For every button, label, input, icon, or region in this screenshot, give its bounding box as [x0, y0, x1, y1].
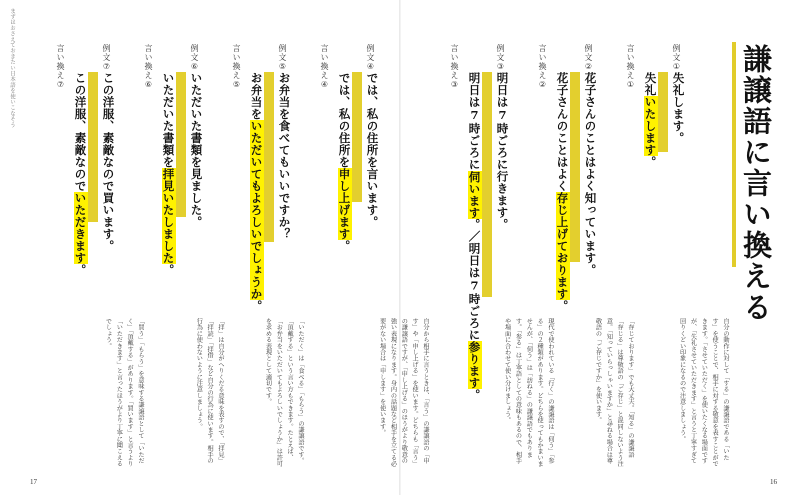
answer-text: お弁当を [249, 72, 264, 120]
highlighted-keigo: 申し上げます [337, 168, 352, 240]
example-sentence: 明日は7時ごろに行きます。 [495, 72, 510, 231]
example-sentence: いただいた書類を見ました。 [189, 72, 204, 228]
example-label: 例文⑤ [278, 44, 287, 72]
yellow-strip [570, 72, 580, 262]
example-sentence: この洋服、素敵なので買います。 [101, 72, 116, 252]
answer-label: 言い換え⑤ [232, 44, 241, 90]
answer-text: 。 [555, 300, 570, 312]
yellow-strip [352, 72, 362, 202]
example-label: 例文④ [366, 44, 375, 72]
page-title: 謙譲語に言い換える [739, 44, 773, 323]
highlighted-keigo: いたします [643, 96, 658, 156]
page-number-right: 16 [770, 478, 777, 486]
explanation-text: 「いただく」は「食べる」「もらう」の謙譲語です。「頂戴する」という言い方もできます。たとえば、「お弁当をいただいてもよろしいでしょうか」は許可を求める表現として適切です。 [264, 318, 304, 467]
explanation-text: 「買う」「もらう」を意味する謙譲語として「いただく」「頂戴する」があります。「買います」と言うより「いただきます」と言ったほうがより丁寧に聞こえるでしょう。 [104, 318, 144, 467]
answer-sentence [556, 72, 568, 312]
example-sentence: 花子さんのことはよく知っています。 [583, 72, 598, 276]
answer-text: 花子さんのことはよく [555, 72, 570, 192]
explanation-text: 「存じております」でも大丈夫。「知る」の謙譲語「存じる」は尊敬語の「ご存じ」と混同しないよう注意。「知っていらっしゃいますか」と尋ねる場合は尊敬語の「ご存じですか」を使います。 [594, 318, 634, 467]
answer-text: 。／明日は7時ごろに [467, 218, 482, 341]
answer-label: 言い換え④ [320, 44, 329, 90]
highlighted-keigo: いただいてもよろしいでしょうか [249, 120, 264, 300]
answer-text: 明日は7時ごろに [467, 72, 482, 171]
highlighted-keigo: 存じ上げております [555, 192, 570, 300]
example-sentence: 失礼します。 [671, 72, 686, 144]
example-sentence: では、私の住所を言います。 [365, 72, 380, 228]
highlighted-keigo: 拝見いたしました [161, 168, 176, 264]
explanation-text: 「拝」は自分がへりくだる意味を表すので、「拝見」「拝読」「拝借」など自分の行為に使います。相手の行為に使わないように注意しましょう。 [195, 318, 224, 464]
yellow-strip [176, 72, 186, 217]
answer-label: 言い換え② [538, 44, 547, 90]
example-sentence: お弁当を食べてもいいですか？ [277, 72, 292, 240]
example-label: 例文① [672, 44, 681, 72]
answer-text: 。 [73, 264, 88, 276]
page-number-left: 17 [30, 478, 37, 486]
answer-text: 。 [337, 240, 352, 252]
explanation-text: 自分の動作に対して「する」の謙譲語である「いたす」を使うことで、相手に対する敬意を表すことができます。「させていただく」を使いたくなる場面ですが、「失礼させていただきます」と言うと丁寧すぎて回りくどい印象になるので注意しましょう。 [678, 318, 729, 467]
title-accent-bar [732, 42, 736, 267]
highlighted-keigo: 伺います [467, 170, 482, 219]
running-header: まずはおさえておきたい日本語を使いこなそう [9, 8, 15, 128]
answer-label: 言い換え⑦ [56, 44, 65, 90]
answer-text: 。 [467, 389, 482, 401]
answer-sentence [74, 72, 86, 276]
yellow-strip [264, 72, 274, 242]
explanation-text: 現代で使われている「行く」の謙譲語は「伺う」「参る」の２種類があります。どちらを使ってもかまいませんが、「伺う」は「訪ねる」の謙譲語でもあります。「参る」は丁寧語としての意味もあるので、相手や場面に合わせて使い分けましょう。 [503, 318, 554, 467]
highlighted-keigo: 参ります [467, 341, 482, 389]
explanation-text: 自分から相手に言うときは、「言う」の謙譲語の「申す」や「申し上げる」を使います。どちらも「言う」の謙譲語ですが、「申し上げる」のほうがより敬意の強い表現になります。身内の話題など相手を立てる必要がない場合は「申します」を使います。 [378, 318, 429, 467]
answer-text: では、私の住所を [337, 72, 352, 168]
answer-sentence [338, 72, 350, 252]
example-label: 例文② [584, 44, 593, 72]
answer-text: いただいた書類を [161, 72, 176, 168]
answer-label: 言い換え① [626, 44, 635, 90]
title-block [732, 42, 774, 323]
answer-text: この洋服、素敵なので [73, 72, 88, 192]
example-label: 例文③ [496, 44, 505, 72]
highlighted-keigo: いただきます [73, 192, 88, 264]
yellow-strip [482, 72, 492, 297]
answer-sentence [644, 72, 656, 168]
answer-text: 。 [161, 264, 176, 276]
example-label: 例文⑦ [102, 44, 111, 72]
yellow-strip [88, 72, 98, 222]
answer-text: 。 [643, 156, 658, 168]
answer-sentence [250, 72, 262, 312]
answer-text: 。 [249, 300, 264, 312]
answer-text: 失礼 [643, 72, 658, 96]
answer-sentence [162, 72, 174, 276]
answer-label: 言い換え③ [450, 44, 459, 90]
answer-label: 言い換え⑥ [144, 44, 153, 90]
yellow-strip [658, 72, 668, 152]
example-label: 例文⑥ [190, 44, 199, 72]
